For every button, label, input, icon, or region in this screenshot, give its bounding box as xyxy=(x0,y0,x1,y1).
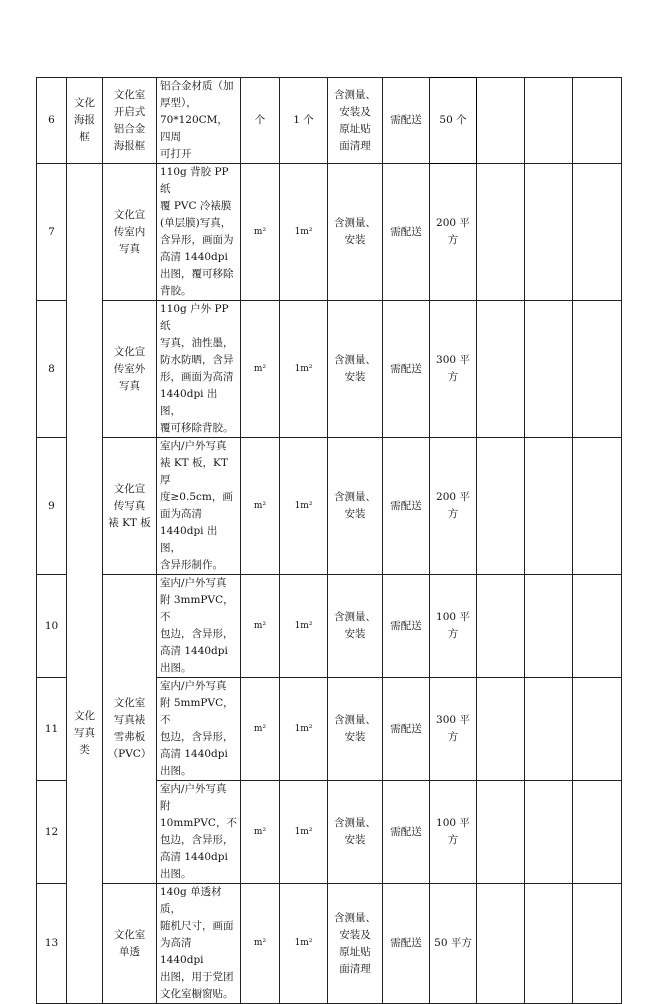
unit-cell: m² xyxy=(241,575,280,678)
empty-cell xyxy=(477,884,525,1004)
service-cell: 含测量、 安装 xyxy=(328,678,383,781)
empty-cell xyxy=(573,781,622,884)
delivery-cell: 需配送 xyxy=(383,164,430,301)
quantity-cell: 300 平 方 xyxy=(430,678,477,781)
quantity-cell: 50 平方 xyxy=(430,884,477,1004)
spec-cell: 110g 户外 PP 纸 写真，油性墨， 防水防晒，含异 形，画面为高清 1440dpi 出图， 覆可移除背胶。 xyxy=(157,301,241,438)
unit-cell: m² xyxy=(241,781,280,884)
amount-cell: 1m² xyxy=(280,575,328,678)
spec-cell: 室内/户外写真 附 5mmPVC，不 包边，含异形， 高清 1440dpi 出图。 xyxy=(157,678,241,781)
empty-cell xyxy=(525,78,573,164)
spec-cell: 室内/户外写真 附 3mmPVC，不 包边，含异形， 高清 1440dpi 出图。 xyxy=(157,575,241,678)
quantity-cell: 300 平 方 xyxy=(430,301,477,438)
quantity-cell: 50 个 xyxy=(430,78,477,164)
empty-cell xyxy=(573,301,622,438)
amount-cell: 1m² xyxy=(280,884,328,1004)
empty-cell xyxy=(573,884,622,1004)
empty-cell xyxy=(573,164,622,301)
service-cell: 含测量、 安装及 原址贴 面清理 xyxy=(328,78,383,164)
delivery-cell: 需配送 xyxy=(383,575,430,678)
table-row xyxy=(37,438,622,575)
delivery-cell: 需配送 xyxy=(383,678,430,781)
table-row xyxy=(37,164,622,301)
unit-cell: m² xyxy=(241,164,280,301)
row-number: 6 xyxy=(37,78,67,164)
item-name-cell: 文化宣 传写真 裱 KT 板 xyxy=(103,438,157,575)
unit-cell: m² xyxy=(241,438,280,575)
table-row xyxy=(37,78,622,164)
delivery-cell: 需配送 xyxy=(383,438,430,575)
service-cell: 含测量、 安装 xyxy=(328,438,383,575)
empty-cell xyxy=(573,438,622,575)
row-number: 10 xyxy=(37,575,67,678)
delivery-cell: 需配送 xyxy=(383,301,430,438)
spec-cell: 室内/户外写真 附 10mmPVC，不 包边，含异形， 高清 1440dpi 出图。 xyxy=(157,781,241,884)
table-row xyxy=(37,301,622,438)
empty-cell xyxy=(573,678,622,781)
table-row xyxy=(37,575,622,678)
item-name-cell: 文化室 写真裱 雪弗板 （PVC） xyxy=(103,575,157,884)
unit-cell: m² xyxy=(241,301,280,438)
row-number: 11 xyxy=(37,678,67,781)
amount-cell: 1m² xyxy=(280,438,328,575)
spec-cell: 铝合金材质（加 厚型）， 70*120CM，四周 可打开 xyxy=(157,78,241,164)
row-number: 12 xyxy=(37,781,67,884)
table-row xyxy=(37,884,622,1004)
empty-cell xyxy=(525,678,573,781)
empty-cell xyxy=(525,438,573,575)
row-number: 13 xyxy=(37,884,67,1004)
amount-cell: 1 个 xyxy=(280,78,328,164)
empty-cell xyxy=(525,884,573,1004)
item-name-cell: 文化宣 传室内 写真 xyxy=(103,164,157,301)
service-cell: 含测量、 安装 xyxy=(328,301,383,438)
service-cell: 含测量、 安装 xyxy=(328,781,383,884)
quantity-cell: 100 平 方 xyxy=(430,575,477,678)
empty-cell xyxy=(525,164,573,301)
quantity-cell: 200 平 方 xyxy=(430,164,477,301)
spec-cell: 室内/户外写真 裱 KT 板，KT 厚 度≥0.5cm，画 面为高清 1440dpi 出图， 含异形制作。 xyxy=(157,438,241,575)
delivery-cell: 需配送 xyxy=(383,884,430,1004)
row-number: 9 xyxy=(37,438,67,575)
service-cell: 含测量、 安装 xyxy=(328,164,383,301)
unit-cell: m² xyxy=(241,884,280,1004)
category-cell: 文化 写真 类 xyxy=(67,164,103,1004)
spec-cell: 140g 单透材质， 随机尺寸，画面 为高清 1440dpi 出图，用于党团 文化室橱窗贴。 xyxy=(157,884,241,1004)
procurement-table xyxy=(36,77,622,1004)
unit-cell: 个 xyxy=(241,78,280,164)
empty-cell xyxy=(477,164,525,301)
empty-cell xyxy=(477,301,525,438)
quantity-cell: 100 平 方 xyxy=(430,781,477,884)
item-name-cell: 文化室 开启式 铝合金 海报框 xyxy=(103,78,157,164)
empty-cell xyxy=(525,781,573,884)
quantity-cell: 200 平 方 xyxy=(430,438,477,575)
empty-cell xyxy=(477,78,525,164)
unit-cell: m² xyxy=(241,678,280,781)
service-cell: 含测量、 安装及 原址贴 面清理 xyxy=(328,884,383,1004)
amount-cell: 1m² xyxy=(280,164,328,301)
spec-cell: 110g 背胶 PP 纸 覆 PVC 冷裱膜 (单层膜)写真， 含异形，画面为 高清 1440dpi 出图，覆可移除 背胶。 xyxy=(157,164,241,301)
row-number: 7 xyxy=(37,164,67,301)
delivery-cell: 需配送 xyxy=(383,78,430,164)
amount-cell: 1m² xyxy=(280,678,328,781)
empty-cell xyxy=(477,678,525,781)
amount-cell: 1m² xyxy=(280,301,328,438)
amount-cell: 1m² xyxy=(280,781,328,884)
empty-cell xyxy=(573,78,622,164)
delivery-cell: 需配送 xyxy=(383,781,430,884)
empty-cell xyxy=(525,575,573,678)
item-name-cell: 文化室 单透 xyxy=(103,884,157,1004)
service-cell: 含测量、 安装 xyxy=(328,575,383,678)
empty-cell xyxy=(477,438,525,575)
row-number: 8 xyxy=(37,301,67,438)
category-cell: 文化 海报 框 xyxy=(67,78,103,164)
empty-cell xyxy=(477,575,525,678)
empty-cell xyxy=(477,781,525,884)
empty-cell xyxy=(573,575,622,678)
item-name-cell: 文化宣 传室外 写真 xyxy=(103,301,157,438)
empty-cell xyxy=(525,301,573,438)
